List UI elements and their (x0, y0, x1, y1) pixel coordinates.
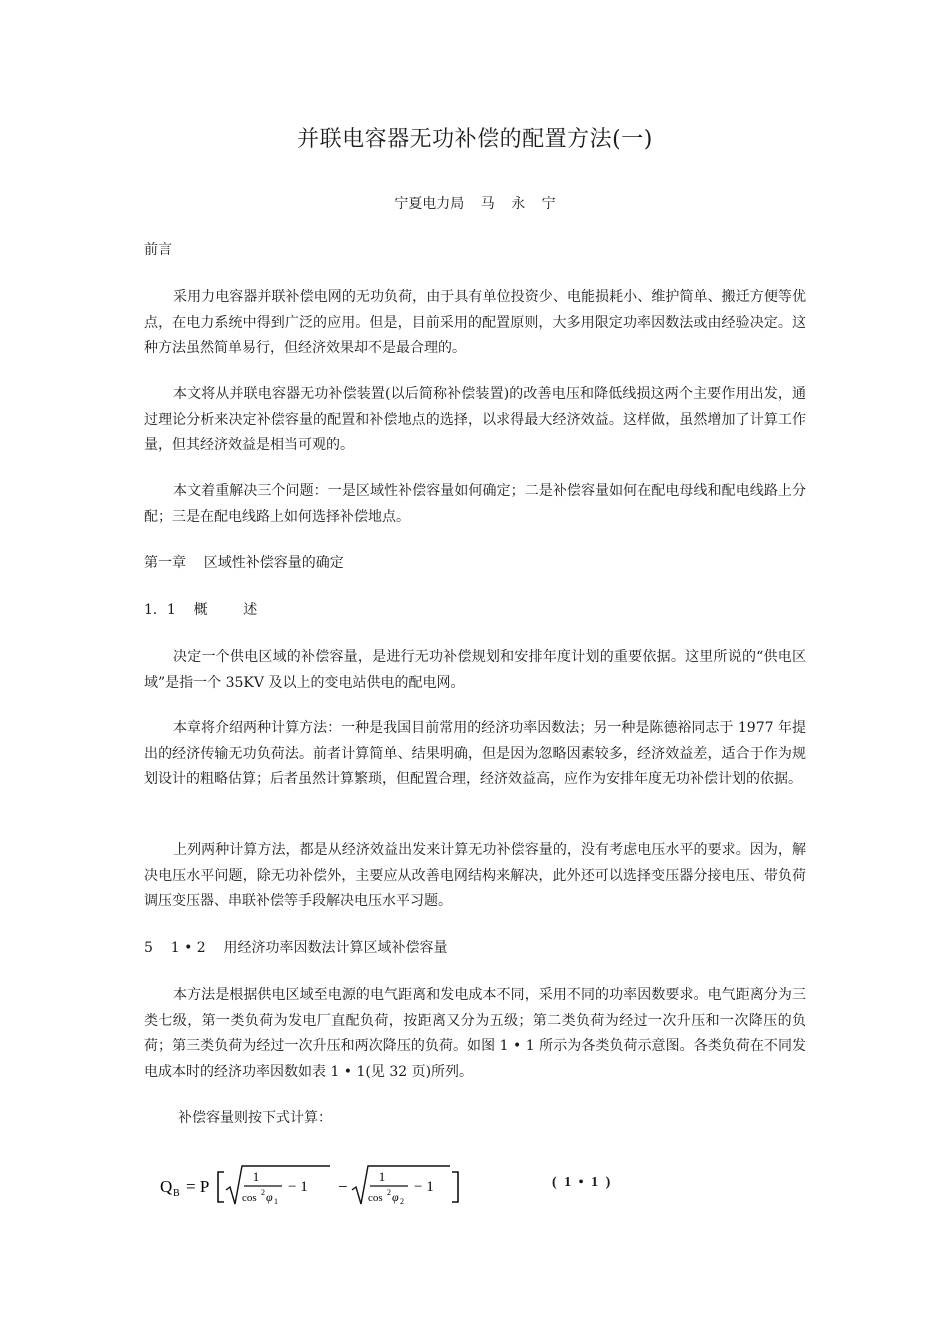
right-bracket (452, 1172, 458, 1202)
section-heading: 1．1 概 述 (144, 602, 258, 618)
phi-1: φ (266, 1190, 273, 1204)
left-bracket (218, 1172, 224, 1202)
formula-lhs: Q (160, 1177, 173, 1196)
minus-one-2: − 1 (414, 1179, 434, 1195)
document-title: 并联电容器无功补偿的配置方法(一) (297, 127, 653, 152)
phi-sub-1: 1 (274, 1197, 278, 1206)
fraction-numerator-2: 1 (378, 1169, 386, 1184)
paragraph-intro: 采用力电容器并联补偿电网的无功负荷，由于具有单位投资少、电能损耗小、维护简单、搬迁方便等优点，在电力系统中得到广泛的应用。但是，目前采用的配置原则，大多用限定功率因数法或由经验决定。这种方法虽然简单易行，但经济效果却不是最合理的。 (144, 289, 806, 356)
paragraph-problems: 本文着重解决三个问题：一是区域性补偿容量如何确定；二是补偿容量如何在配电母线和配电线路上分配；三是在配电线路上如何选择补偿地点。 (144, 483, 806, 525)
phi-sub-2: 2 (400, 1197, 404, 1206)
formula-equals-p: = P (186, 1177, 210, 1196)
author-name-char: 宁 (541, 196, 556, 212)
formula-intro: 补偿容量则按下式计算： (178, 1110, 332, 1126)
cos-sup-2: 2 (387, 1188, 391, 1197)
cos-2: cos (368, 1192, 383, 1204)
cos-1: cos (242, 1192, 257, 1204)
formula-lhs-sub: B (173, 1188, 180, 1199)
paragraph-methods: 本章将介绍两种计算方法：一种是我国目前常用的经济功率因数法；另一种是陈德裕同志于 1977 年提出的经济传输无功负荷法。前者计算简单、结果明确，但是因为忽略因素较多，经济效益差，适合于作为规划设计的粗略估算；后者虽然计算繁琐，但配置合理，经济效益高，应作为安排年度无功补偿计划的依据。 (144, 720, 806, 787)
section-heading: 5 1 • 2 用经济功率因数法计算区域补偿容量 (144, 940, 448, 956)
cos-sup-1: 2 (261, 1188, 265, 1197)
author-name-char: 永 (511, 196, 526, 212)
equation-number: ( 1 • 1 ) (552, 1175, 613, 1190)
paragraph-scope: 本文将从并联电容器无功补偿装置(以后简称补偿装置)的改善电压和降低线损这两个主要作用出发，通过理论分析来决定补偿容量的配置和补偿地点的选择，以求得最大经济效益。这样做，虽然增加了计算工作量，但其经济效益是相当可观的。 (144, 386, 806, 453)
chapter-heading: 第一章 区域性补偿容量的确定 (144, 555, 344, 571)
fraction-numerator-1: 1 (252, 1169, 260, 1184)
preface-heading: 前言 (144, 242, 172, 258)
author-name-char: 马 (480, 196, 495, 212)
formula-middle-minus: − (338, 1177, 348, 1196)
paragraph-supply-area: 决定一个供电区域的补偿容量，是进行无功补偿规划和安排年度计划的重要依据。这里所说的“供电区域”是指一个 35KV 及以上的变电站供电的配电网。 (144, 649, 806, 691)
author-org: 宁夏电力局 (394, 196, 465, 212)
author-line (0, 193, 950, 213)
phi-2: φ (392, 1190, 399, 1204)
paragraph-voltage: 上列两种计算方法，都是从经济效益出发来计算无功补偿容量的，没有考虑电压水平的要求。因为，解决电压水平问题，除无功补偿外，主要应从改善电网结构来解决，此外还可以选择变压器分接电压、带负荷调压变压器、串联补偿等手段解决电压水平习题。 (144, 842, 806, 909)
minus-one-1: − 1 (288, 1179, 308, 1195)
paragraph-economic-pf: 本方法是根据供电区域至电源的电气距离和发电成本不同，采用不同的功率因数要求。电气距离分为三类七级，第一类负荷为发电厂直配负荷，按距离又分为五级；第二类负荷为经过一次升压和一次降压的负荷；第三类负荷为经过一次升压和两次降压的负荷。如图 1 • 1 所示为各类负荷示意图。各类负荷在不同发电成本时的经济功率因数如表 1 • 1(见 32 页)所列。 (144, 987, 806, 1080)
